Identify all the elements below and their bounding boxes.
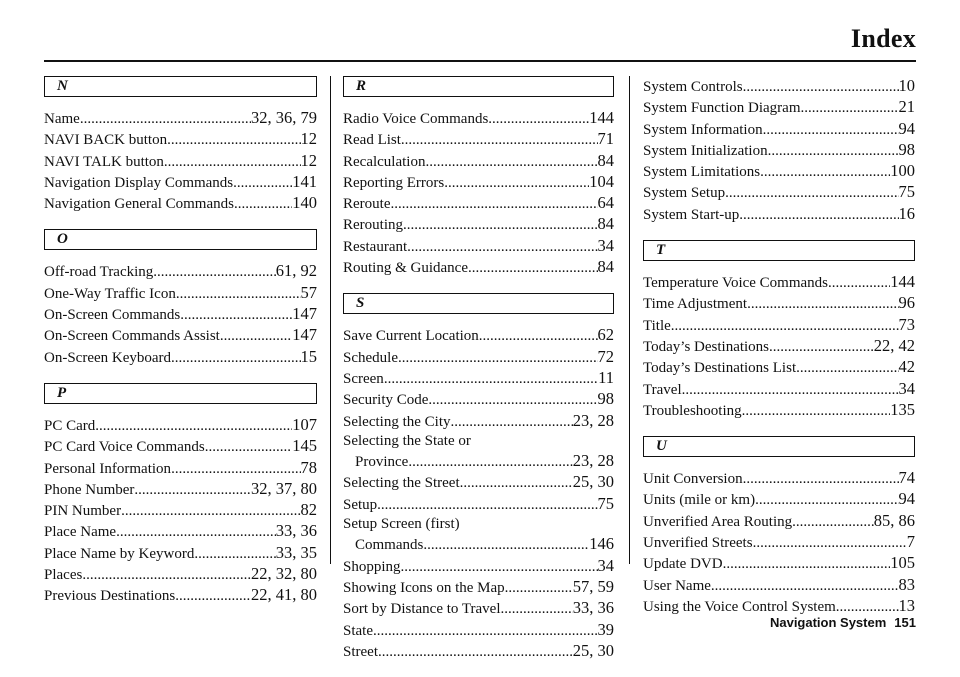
index-entry [343, 620, 614, 641]
index-column-3 [643, 76, 915, 632]
page-references: 23, 28 [572, 451, 614, 471]
dot-leader [377, 496, 597, 515]
index-entry [44, 458, 317, 479]
column-divider-1 [330, 76, 331, 564]
page-references: 83 [898, 574, 915, 594]
dot-leader [425, 153, 597, 172]
index-term: Setup Screen (first) [343, 516, 460, 533]
page-references: 144 [890, 272, 915, 292]
index-term: System Information [643, 121, 763, 138]
page-references: 85, 86 [873, 510, 915, 530]
index-term: Unverified Streets [643, 535, 753, 552]
index-entry [643, 76, 915, 97]
page-references: 12 [300, 129, 317, 149]
page-references: 98 [597, 389, 614, 409]
dot-leader [725, 184, 898, 203]
index-group [643, 76, 915, 225]
dot-leader [403, 216, 598, 235]
index-entry [343, 236, 614, 257]
index-entry-list [44, 261, 317, 367]
index-entry [643, 489, 915, 510]
index-term: Sort by Distance to Travel [343, 601, 501, 618]
index-term: Showing Icons on the Map [343, 579, 505, 596]
dot-leader [80, 110, 251, 129]
index-entry [343, 534, 614, 555]
index-term: Selecting the City [343, 413, 451, 430]
index-term: Save Current Location [343, 328, 479, 345]
dot-leader [450, 413, 572, 432]
index-term: PIN Number [44, 503, 122, 520]
dot-leader [164, 153, 301, 172]
index-entry [343, 214, 614, 235]
page-references: 84 [597, 214, 614, 234]
dot-leader [428, 391, 597, 410]
index-entry [643, 400, 915, 421]
dot-leader [501, 600, 573, 619]
dot-leader [769, 338, 874, 357]
page-references: 22, 32, 80 [251, 564, 317, 584]
index-entry [44, 500, 317, 521]
index-entry [44, 108, 317, 129]
index-term: PC Card Voice Commands [44, 439, 205, 456]
dot-leader [479, 327, 598, 346]
index-term: Reroute [343, 196, 391, 213]
index-entry-list [643, 468, 915, 617]
dot-leader [742, 402, 891, 421]
index-term: Selecting the Street [343, 475, 460, 492]
page-references: 33, 36 [572, 598, 614, 618]
index-entry [643, 336, 915, 357]
index-entry [643, 468, 915, 489]
section-letter-header: T [643, 240, 915, 261]
page-references: 32, 37, 80 [251, 478, 317, 498]
dot-leader [116, 523, 276, 542]
dot-leader [460, 474, 573, 493]
section-letter-header: R [343, 76, 614, 97]
page-references: 22, 42 [873, 335, 915, 355]
index-entry-list [44, 108, 317, 214]
page-references: 11 [598, 367, 614, 387]
index-entry [343, 598, 614, 619]
index-entry [643, 97, 915, 118]
page-references: 12 [300, 150, 317, 170]
page-references: 107 [292, 414, 317, 434]
index-entry [343, 432, 614, 451]
page-references: 75 [597, 493, 614, 513]
index-term: Rerouting [343, 217, 403, 234]
index-term: Using the Voice Control System [643, 598, 836, 615]
dot-leader [373, 622, 598, 641]
page-references: 84 [597, 150, 614, 170]
index-term: On-Screen Commands [44, 307, 181, 324]
index-entry [643, 119, 915, 140]
index-term: Province [355, 454, 409, 471]
page-references: 21 [898, 97, 915, 117]
index-term: Today’s Destinations [643, 338, 770, 355]
index-term: Setup [343, 496, 378, 513]
dot-leader [792, 513, 874, 532]
dot-leader [407, 238, 597, 257]
dot-leader [384, 370, 598, 389]
page-number: 151 [894, 615, 916, 630]
index-term: Navigation Display Commands [44, 174, 234, 191]
index-term: Time Adjustment [643, 296, 748, 313]
index-entry [44, 283, 317, 304]
index-entry-list [343, 325, 614, 662]
index-entry [643, 182, 915, 203]
index-term: Place Name by Keyword [44, 545, 195, 562]
page-title: Index [850, 24, 916, 53]
page-references: 15 [300, 346, 317, 366]
dot-leader [194, 545, 275, 564]
section-letter-header: S [343, 293, 614, 314]
index-term: Selecting the State or [343, 432, 471, 449]
index-entry [343, 368, 614, 389]
page-references: 34 [597, 235, 614, 255]
index-entry [643, 532, 915, 553]
dot-leader [82, 566, 251, 585]
index-term: Commands [355, 537, 424, 554]
index-term: System Setup [643, 185, 726, 202]
index-term: Update DVD [643, 556, 723, 573]
dot-leader [763, 121, 899, 140]
index-entry [643, 511, 915, 532]
index-entry [343, 515, 614, 534]
index-term: Place Name [44, 524, 117, 541]
index-entry [343, 108, 614, 129]
page-references: 22, 41, 80 [251, 585, 317, 605]
dot-leader [153, 263, 275, 282]
dot-leader [175, 587, 251, 606]
page-references: 34 [597, 555, 614, 575]
index-term: System Initialization [643, 142, 768, 159]
index-entry [44, 415, 317, 436]
dot-leader [171, 460, 300, 479]
index-entry [643, 293, 915, 314]
index-term: User Name [643, 577, 711, 594]
index-term: Screen [343, 370, 384, 387]
dot-leader [398, 349, 598, 368]
index-entry [343, 193, 614, 214]
dot-leader [233, 174, 292, 193]
page-references: 135 [890, 399, 915, 419]
dot-leader [682, 381, 899, 400]
page-references: 147 [292, 325, 317, 345]
index-entry [643, 161, 915, 182]
page-references: 145 [292, 436, 317, 456]
index-term: Shopping [343, 558, 401, 575]
dot-leader [801, 99, 899, 118]
index-term: Travel [643, 381, 682, 398]
dot-leader [401, 131, 598, 150]
index-entry [44, 193, 317, 214]
section-letter-header: P [44, 383, 317, 404]
index-term: Navigation General Commands [44, 196, 234, 213]
index-entry [343, 556, 614, 577]
page-references: 62 [597, 325, 614, 345]
index-column-1 [44, 76, 317, 622]
index-entry [44, 521, 317, 542]
index-entry [343, 257, 614, 278]
index-entry [44, 543, 317, 564]
index-entry-list [343, 108, 614, 278]
page-references: 23, 28 [572, 410, 614, 430]
index-term: On-Screen Keyboard [44, 349, 172, 366]
index-group [44, 229, 317, 367]
index-entry [343, 325, 614, 346]
page-references: 72 [597, 346, 614, 366]
page-references: 75 [898, 182, 915, 202]
index-term: Street [343, 643, 378, 660]
index-entry [44, 151, 317, 172]
dot-leader [828, 274, 890, 293]
page-references: 144 [589, 108, 614, 127]
dot-leader [121, 502, 300, 521]
page-references: 16 [898, 203, 915, 223]
section-letter-header: N [44, 76, 317, 97]
dot-leader [743, 470, 899, 489]
dot-leader [747, 295, 898, 314]
page-references: 57, 59 [572, 576, 614, 596]
page-references: 25, 30 [572, 640, 614, 660]
page-references: 98 [898, 139, 915, 159]
page-references: 100 [890, 161, 915, 181]
index-column-2 [343, 76, 614, 677]
dot-leader [711, 577, 899, 596]
index-entry [44, 325, 317, 346]
index-term: Name [44, 111, 80, 127]
dot-leader [755, 491, 898, 510]
page-references: 71 [597, 129, 614, 149]
dot-leader [408, 453, 572, 472]
footer-label: Navigation System [769, 615, 887, 630]
dot-leader [760, 163, 890, 182]
page-references: 146 [589, 534, 614, 554]
dot-leader [134, 481, 251, 500]
index-group [343, 293, 614, 662]
page-references: 7 [906, 532, 915, 552]
index-entry [643, 575, 915, 596]
index-term: Troubleshooting [643, 402, 742, 419]
index-entry [44, 479, 317, 500]
dot-leader [739, 206, 898, 225]
index-term: Units (mile or km) [643, 492, 756, 509]
index-entry [343, 389, 614, 410]
index-entry [343, 151, 614, 172]
index-group [44, 383, 317, 607]
dot-leader [95, 417, 292, 436]
index-entry [643, 140, 915, 161]
page-references: 61, 92 [275, 261, 317, 281]
index-entry [343, 451, 614, 472]
page-references: 33, 35 [275, 542, 317, 562]
index-term: Unit Conversion [643, 471, 743, 488]
index-entry [643, 272, 915, 293]
dot-leader [796, 359, 898, 378]
dot-leader [505, 579, 573, 598]
index-entry [44, 347, 317, 368]
index-term: Radio Voice Commands [343, 111, 489, 127]
page-references: 64 [597, 193, 614, 213]
page-references: 34 [898, 378, 915, 398]
index-term: NAVI TALK button [44, 153, 164, 170]
page-references: 147 [292, 304, 317, 324]
dot-leader [671, 317, 899, 336]
index-entry-list [643, 76, 915, 225]
dot-leader [743, 78, 899, 97]
index-term: Routing & Guidance [343, 260, 468, 277]
index-group [44, 76, 317, 214]
dot-leader [167, 131, 300, 150]
index-entry [343, 411, 614, 432]
dot-leader [220, 327, 292, 346]
index-entry [343, 577, 614, 598]
page-references: 39 [597, 619, 614, 639]
index-term: Previous Destinations [44, 588, 176, 605]
index-term: Read List [343, 132, 401, 149]
index-term: Title [643, 317, 671, 334]
page-references: 140 [292, 193, 317, 213]
index-entry [643, 315, 915, 336]
page-references: 74 [898, 468, 915, 488]
index-entry-list [643, 272, 915, 421]
dot-leader [768, 142, 899, 161]
title-rule [44, 60, 916, 62]
page-references: 73 [898, 314, 915, 334]
index-term: Restaurant [343, 238, 408, 255]
index-entry [643, 553, 915, 574]
index-entry [44, 304, 317, 325]
dot-leader [378, 643, 573, 662]
index-group [343, 76, 614, 278]
dot-leader [205, 438, 293, 457]
index-entry [343, 129, 614, 150]
dot-leader [401, 558, 598, 577]
page-references: 105 [890, 553, 915, 573]
dot-leader [423, 536, 589, 555]
index-entry [643, 379, 915, 400]
index-entry [343, 494, 614, 515]
index-entry [44, 436, 317, 457]
page-references: 78 [300, 457, 317, 477]
index-entry [44, 172, 317, 193]
index-term: Places [44, 567, 83, 584]
page-references: 94 [898, 489, 915, 509]
page-references: 33, 36 [275, 521, 317, 541]
index-term: State [343, 622, 373, 639]
page-references: 82 [300, 500, 317, 520]
page-references: 13 [898, 595, 915, 615]
index-term: Unverified Area Routing [643, 513, 793, 530]
page-references: 96 [898, 293, 915, 313]
dot-leader [171, 349, 300, 368]
page-references: 25, 30 [572, 472, 614, 492]
index-term: Security Code [343, 392, 429, 409]
index-term: On-Screen Commands Assist [44, 328, 220, 345]
dot-leader [723, 555, 891, 574]
index-term: Recalculation [343, 153, 426, 170]
page-references: 84 [597, 257, 614, 277]
index-group [643, 240, 915, 421]
index-term: NAVI BACK button [44, 132, 168, 149]
index-term: Schedule [343, 349, 398, 366]
index-term: System Controls [643, 79, 743, 95]
page-references: 141 [292, 171, 317, 191]
section-letter-header: O [44, 229, 317, 250]
index-term: Off-road Tracking [44, 264, 154, 281]
index-entry [643, 357, 915, 378]
dot-leader [753, 534, 907, 553]
dot-leader [488, 110, 589, 129]
index-term: Today’s Destinations List [643, 360, 797, 377]
page-references: 42 [898, 357, 915, 377]
index-entry [44, 129, 317, 150]
index-term: Reporting Errors [343, 174, 445, 191]
index-term: Personal Information [44, 460, 172, 477]
index-term: System Limitations [643, 164, 761, 181]
dot-leader [444, 174, 589, 193]
index-entry [643, 204, 915, 225]
dot-leader [176, 285, 301, 304]
index-term: Phone Number [44, 481, 135, 498]
index-entry [343, 172, 614, 193]
index-term: System Start-up [643, 206, 740, 223]
dot-leader [180, 306, 292, 325]
index-entry [343, 472, 614, 493]
index-entry [44, 261, 317, 282]
index-term: One-Way Traffic Icon [44, 285, 176, 302]
index-entry [343, 347, 614, 368]
index-entry [44, 564, 317, 585]
index-entry [343, 641, 614, 662]
page-footer [770, 615, 916, 630]
index-term: System Function Diagram [643, 100, 801, 117]
section-letter-header: U [643, 436, 915, 457]
index-entry [44, 585, 317, 606]
index-group [643, 436, 915, 617]
column-divider-2 [629, 76, 630, 564]
dot-leader [468, 259, 598, 278]
index-term: Temperature Voice Commands [643, 275, 829, 292]
page-references: 10 [898, 76, 915, 95]
index-term: PC Card [44, 417, 96, 434]
index-entry-list [44, 415, 317, 607]
dot-leader [234, 195, 292, 214]
page-references: 104 [589, 171, 614, 191]
page-references: 57 [300, 282, 317, 302]
dot-leader [390, 195, 597, 214]
page-references: 32, 36, 79 [251, 108, 317, 127]
page-references: 94 [898, 118, 915, 138]
